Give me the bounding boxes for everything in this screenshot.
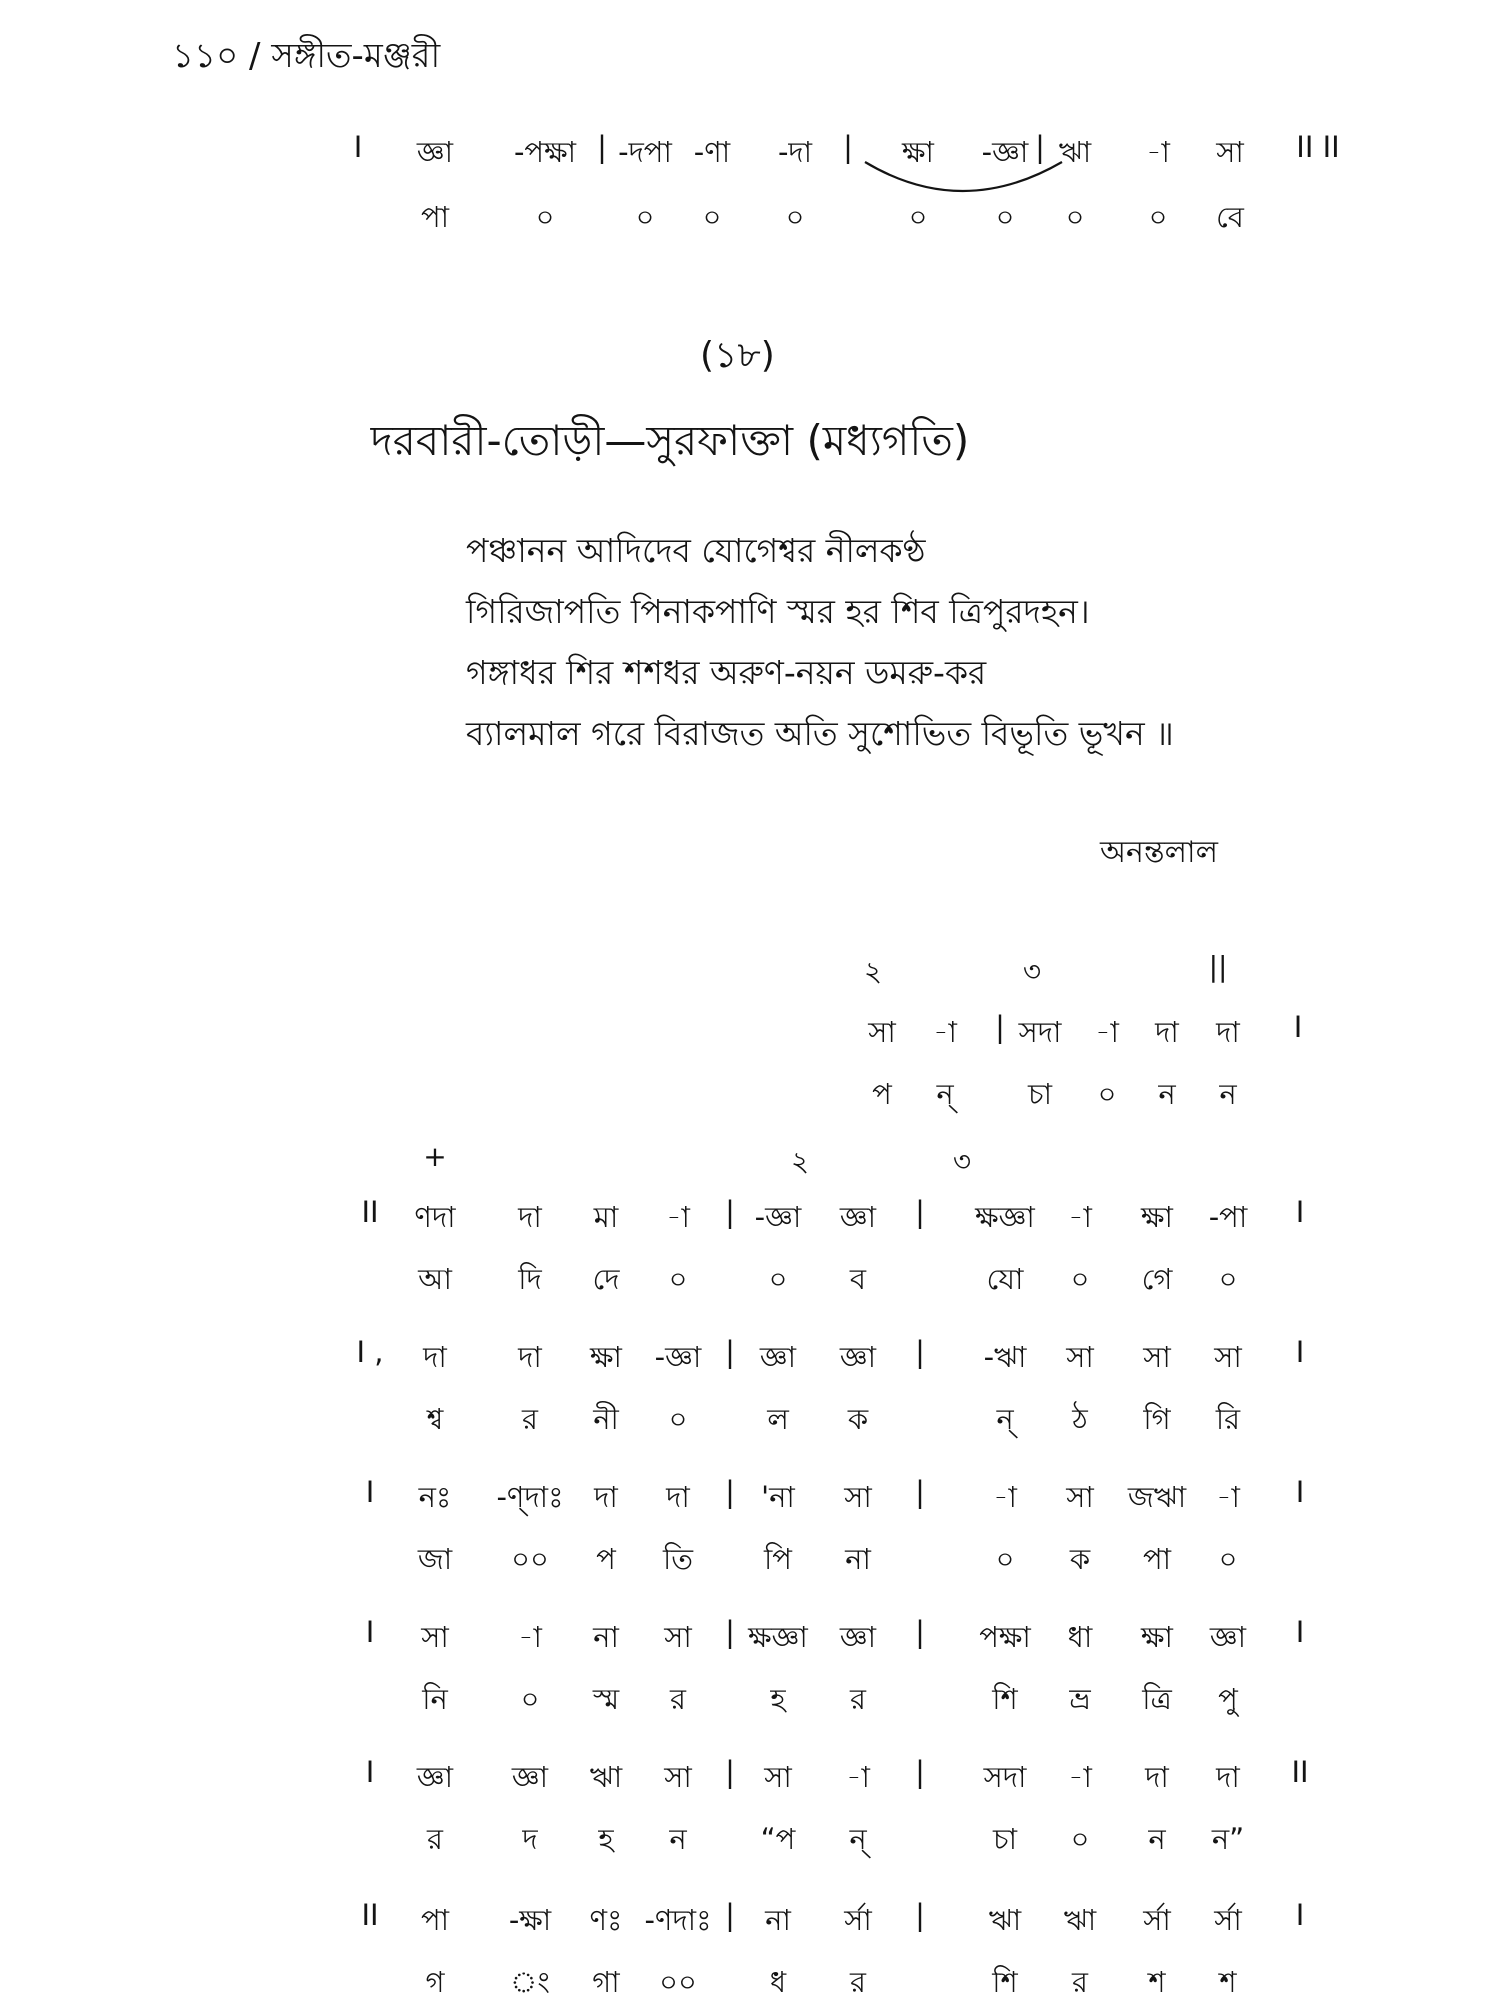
lyric-cell: ন্ bbox=[936, 1077, 954, 1111]
swara-cell: সা bbox=[1066, 1340, 1094, 1374]
slur-mark bbox=[0, 0, 1500, 260]
swara-cell: না bbox=[593, 1620, 619, 1654]
lyrics-line-1: পঞ্চানন আদিদেব যোগেশ্বর নীলকণ্ঠ bbox=[466, 531, 926, 570]
swara-cell: -া bbox=[1068, 1200, 1092, 1234]
swara-cell: ঋা bbox=[589, 1760, 623, 1794]
swara-cell: -ণদাঃ bbox=[644, 1903, 712, 1937]
beat-mark: ২ bbox=[790, 1145, 810, 1178]
prev-lyric-cell: ০ bbox=[535, 200, 555, 234]
swara-cell: | bbox=[725, 1615, 735, 1649]
swara-cell: 'না bbox=[761, 1480, 795, 1514]
lyric-cell: ০ bbox=[1218, 1262, 1238, 1296]
prev-swara-cell: ঋা bbox=[1058, 135, 1092, 169]
prev-swara-cell: -ণা bbox=[693, 135, 731, 169]
prev-lyric-cell: ০ bbox=[785, 200, 805, 234]
page-number: ১১০ bbox=[172, 36, 239, 76]
lyric-cell: শি bbox=[992, 1682, 1018, 1716]
prev-swara-cell: -া bbox=[1146, 135, 1170, 169]
lyric-cell: ০ bbox=[768, 1262, 788, 1296]
lyric-cell: না bbox=[845, 1542, 871, 1576]
prev-lyric-cell: ০ bbox=[995, 200, 1015, 234]
swara-cell: | bbox=[725, 1335, 735, 1369]
swara-cell: ধা bbox=[1067, 1620, 1093, 1654]
lyric-cell: গ bbox=[425, 1965, 445, 1999]
prev-swara-cell: II II bbox=[1296, 130, 1340, 164]
swara-cell: I bbox=[1295, 1615, 1305, 1649]
lyric-cell: ০ bbox=[668, 1262, 688, 1296]
swara-cell: ক্ষা bbox=[590, 1340, 622, 1374]
swara-cell: II bbox=[1291, 1755, 1309, 1789]
lyrics-line-3: গঙ্গাধর শির শশধর অরুণ-নয়ন ডমরু-কর bbox=[466, 653, 987, 692]
lyric-cell: ০ bbox=[1070, 1822, 1090, 1856]
lyric-cell: ভ্র bbox=[1069, 1682, 1091, 1716]
lyric-cell: ০০ bbox=[659, 1965, 697, 1999]
swara-cell: -ণ্দাঃ bbox=[496, 1480, 564, 1514]
swara-cell: | bbox=[915, 1195, 925, 1229]
swara-cell: দা bbox=[594, 1480, 618, 1514]
swara-cell: -া bbox=[518, 1620, 542, 1654]
swara-cell: সা bbox=[664, 1760, 692, 1794]
swara-cell: I bbox=[1295, 1195, 1305, 1229]
swara-cell: I bbox=[1295, 1475, 1305, 1509]
swara-cell: ঋা bbox=[988, 1903, 1022, 1937]
song-number: (১৮) bbox=[700, 335, 775, 376]
prev-lyric-cell: ০ bbox=[1065, 200, 1085, 234]
lyric-cell: ০ bbox=[1070, 1262, 1090, 1296]
prev-lyric-cell: ০ bbox=[702, 200, 722, 234]
prev-swara-cell: I bbox=[353, 130, 363, 164]
swara-cell: I bbox=[365, 1615, 375, 1649]
book-title: সঙ্গীত-মঞ্জরী bbox=[271, 36, 441, 76]
swara-cell: II bbox=[361, 1195, 379, 1229]
swara-cell: না bbox=[765, 1903, 791, 1937]
swara-cell: ক্ষজ্ঞা bbox=[748, 1620, 808, 1654]
swara-cell: -জ্ঞা bbox=[654, 1340, 702, 1374]
swara-cell: জ্ঞা bbox=[759, 1340, 797, 1374]
swara-cell: I bbox=[365, 1475, 375, 1509]
lyric-cell: র bbox=[522, 1402, 538, 1436]
lyric-cell: হ bbox=[770, 1682, 786, 1716]
swara-cell: জ্ঞা bbox=[839, 1340, 877, 1374]
prev-swara-cell: -জ্ঞা bbox=[981, 135, 1029, 169]
lyric-cell: ল bbox=[767, 1402, 789, 1436]
lyric-cell: শি bbox=[992, 1965, 1018, 1999]
swara-cell: পা bbox=[420, 1903, 450, 1937]
lyric-cell: পি bbox=[764, 1542, 792, 1576]
lyrics-line-4: ব্যালমাল গরে বিরাজত অতি সুশোভিত বিভূতি ভূখন ॥ bbox=[466, 714, 1174, 753]
swara-cell: | bbox=[915, 1755, 925, 1789]
swara-cell: দা bbox=[1216, 1015, 1240, 1049]
lyric-cell: ন্ bbox=[996, 1402, 1014, 1436]
prev-swara-cell: | bbox=[597, 130, 607, 164]
lyric-cell: তি bbox=[662, 1542, 694, 1576]
swara-cell: সা bbox=[664, 1620, 692, 1654]
lyric-cell: পা bbox=[1142, 1542, 1172, 1576]
swara-cell: | bbox=[725, 1755, 735, 1789]
swara-cell: জ্ঞা bbox=[416, 1760, 454, 1794]
prev-swara-cell: জ্ঞা bbox=[416, 135, 454, 169]
lyric-cell: র bbox=[1072, 1965, 1088, 1999]
swara-cell: জ্ঞা bbox=[1209, 1620, 1247, 1654]
lyric-cell: গে bbox=[1141, 1262, 1173, 1296]
lyric-cell: ত্রি bbox=[1142, 1682, 1172, 1716]
lyric-cell: ন bbox=[669, 1822, 687, 1856]
beat-mark: ৩ bbox=[952, 1145, 972, 1178]
lyric-cell: র bbox=[427, 1822, 443, 1856]
prev-lyric-cell: পা bbox=[420, 200, 450, 234]
swara-cell: দা bbox=[1216, 1760, 1240, 1794]
lyric-cell: গি bbox=[1143, 1402, 1171, 1436]
swara-cell: ক্ষজ্ঞা bbox=[975, 1200, 1035, 1234]
lyric-cell: ন্ bbox=[849, 1822, 867, 1856]
lyric-cell: ন bbox=[1219, 1077, 1237, 1111]
lyric-cell: ঠ bbox=[1072, 1402, 1088, 1436]
swara-cell: I bbox=[365, 1755, 375, 1789]
swara-cell: র্সা bbox=[844, 1903, 872, 1937]
prev-lyric-cell: ০ bbox=[908, 200, 928, 234]
lyric-cell: ০ bbox=[520, 1682, 540, 1716]
beat-mark: ২ bbox=[863, 955, 883, 988]
prev-lyric-cell: ০ bbox=[1148, 200, 1168, 234]
lyric-cell: চা bbox=[992, 1822, 1018, 1856]
swara-cell: নঃ bbox=[418, 1480, 452, 1514]
lyric-cell: হ bbox=[598, 1822, 614, 1856]
lyric-cell: ন bbox=[1158, 1077, 1176, 1111]
swara-cell: দা bbox=[518, 1340, 542, 1374]
lyrics-line-2: গিরিজাপতি পিনাকপাণি স্মর হর শিব ত্রিপুরদহন। bbox=[466, 592, 1090, 631]
prev-lyric-cell: ০ bbox=[635, 200, 655, 234]
lyric-cell: ধ bbox=[769, 1965, 787, 1999]
lyric-cell: দে bbox=[592, 1262, 620, 1296]
swara-cell: I bbox=[1295, 1898, 1305, 1932]
lyric-cell: গা bbox=[592, 1965, 620, 1999]
swara-cell: -জ্ঞা bbox=[754, 1200, 802, 1234]
lyric-cell: চা bbox=[1027, 1077, 1053, 1111]
lyric-cell: নী bbox=[593, 1402, 619, 1436]
swara-cell: | bbox=[915, 1615, 925, 1649]
lyric-cell: শ bbox=[1219, 1965, 1237, 1999]
swara-cell: ক্ষা bbox=[1141, 1200, 1173, 1234]
lyric-cell: প bbox=[596, 1542, 616, 1576]
swara-cell: | bbox=[725, 1898, 735, 1932]
swara-cell: দা bbox=[518, 1200, 542, 1234]
beat-mark: ৩ bbox=[1022, 955, 1042, 988]
swara-cell: দা bbox=[666, 1480, 690, 1514]
swara-cell: সা bbox=[844, 1480, 872, 1514]
swara-cell: জ্ঞা bbox=[511, 1760, 549, 1794]
prev-swara-cell: | bbox=[1035, 130, 1045, 164]
lyric-cell: স্ম bbox=[592, 1682, 620, 1716]
lyric-cell: শ bbox=[1148, 1965, 1166, 1999]
swara-cell: সা bbox=[1214, 1340, 1242, 1374]
lyric-cell: ং bbox=[510, 1965, 550, 1999]
swara-cell: -া bbox=[933, 1015, 957, 1049]
swara-cell: সা bbox=[421, 1620, 449, 1654]
lyric-cell: যো bbox=[986, 1262, 1024, 1296]
lyric-cell: ক bbox=[847, 1402, 869, 1436]
swara-cell: ঋা bbox=[1063, 1903, 1097, 1937]
lyric-cell: জা bbox=[417, 1542, 453, 1576]
swara-cell: I bbox=[1293, 1010, 1303, 1044]
swara-cell: | bbox=[725, 1475, 735, 1509]
lyric-cell: রি bbox=[1215, 1402, 1241, 1436]
swara-cell: জঋা bbox=[1127, 1480, 1187, 1514]
lyric-cell: ০ bbox=[995, 1542, 1015, 1576]
swara-cell: সা bbox=[764, 1760, 792, 1794]
lyric-cell: ন bbox=[1148, 1822, 1166, 1856]
lyric-cell: শ্ব bbox=[426, 1402, 444, 1436]
lyric-cell: ন” bbox=[1211, 1822, 1245, 1856]
prev-swara-cell: | bbox=[843, 130, 853, 164]
prev-swara-cell: -দপা bbox=[618, 135, 672, 169]
swara-cell: -া bbox=[666, 1200, 690, 1234]
swara-cell: সদা bbox=[1018, 1015, 1062, 1049]
swara-cell: | bbox=[915, 1335, 925, 1369]
swara-cell: -া bbox=[1068, 1760, 1092, 1794]
prev-swara-cell: সা bbox=[1216, 135, 1244, 169]
header-separator: / bbox=[249, 36, 272, 76]
swara-cell: ক্ষা bbox=[1141, 1620, 1173, 1654]
lyric-cell: র bbox=[850, 1965, 866, 1999]
lyric-cell: ব bbox=[849, 1262, 867, 1296]
swara-cell: II bbox=[361, 1898, 379, 1932]
lyric-cell: ০০ bbox=[511, 1542, 549, 1576]
swara-cell: সা bbox=[1143, 1340, 1171, 1374]
lyric-cell: ক bbox=[1069, 1542, 1091, 1576]
swara-cell: -া bbox=[993, 1480, 1017, 1514]
swara-cell: মা bbox=[593, 1200, 619, 1234]
swara-cell: র্সা bbox=[1143, 1903, 1171, 1937]
swara-cell: I , bbox=[356, 1335, 384, 1369]
swara-cell: দা bbox=[1155, 1015, 1179, 1049]
swara-cell: -া bbox=[1216, 1480, 1240, 1514]
swara-cell: | bbox=[995, 1010, 1005, 1044]
swara-cell: | bbox=[915, 1898, 925, 1932]
lyric-cell: ০ bbox=[1218, 1542, 1238, 1576]
lyric-cell: ০ bbox=[668, 1402, 688, 1436]
swara-cell: -া bbox=[846, 1760, 870, 1794]
swara-cell: | bbox=[915, 1475, 925, 1509]
swara-cell: I bbox=[1295, 1335, 1305, 1369]
swara-cell: -ঋা bbox=[983, 1340, 1027, 1374]
composer-name: অনন্তলাল bbox=[1100, 835, 1218, 870]
swara-cell: জ্ঞা bbox=[839, 1620, 877, 1654]
swara-cell: -পা bbox=[1208, 1200, 1248, 1234]
lyric-cell: দি bbox=[518, 1262, 542, 1296]
swara-cell: সা bbox=[868, 1015, 896, 1049]
lyric-cell: “প bbox=[760, 1822, 796, 1856]
prev-swara-cell: ক্ষা bbox=[902, 135, 934, 169]
lyric-cell: র bbox=[850, 1682, 866, 1716]
swara-cell: র্সা bbox=[1214, 1903, 1242, 1937]
lyric-cell: দ bbox=[522, 1822, 538, 1856]
lyric-cell: প bbox=[872, 1077, 892, 1111]
swara-cell: সা bbox=[1066, 1480, 1094, 1514]
lyric-cell: আ bbox=[418, 1262, 452, 1296]
swara-cell: -া bbox=[1095, 1015, 1119, 1049]
song-title: দরবারী-তোড়ী—সুরফাক্তা (মধ্যগতি) bbox=[370, 416, 970, 465]
lyric-cell: নি bbox=[422, 1682, 448, 1716]
swara-cell: ণঃ bbox=[589, 1903, 623, 1937]
lyric-cell: র bbox=[670, 1682, 686, 1716]
swara-cell: জ্ঞা bbox=[839, 1200, 877, 1234]
prev-swara-cell: -পক্ষা bbox=[513, 135, 577, 169]
swara-cell: পক্ষা bbox=[979, 1620, 1031, 1654]
lyric-cell: পু bbox=[1218, 1682, 1238, 1716]
swara-cell: -ক্ষা bbox=[508, 1903, 552, 1937]
swara-cell: | bbox=[725, 1195, 735, 1229]
lyric-cell: ০ bbox=[1097, 1077, 1117, 1111]
beat-mark: || bbox=[1208, 950, 1228, 983]
prev-swara-cell: -দা bbox=[777, 135, 813, 169]
prev-lyric-cell: বে bbox=[1216, 200, 1244, 234]
swara-cell: ণদা bbox=[414, 1200, 456, 1234]
swara-cell: দা bbox=[423, 1340, 447, 1374]
swara-cell: সদা bbox=[983, 1760, 1027, 1794]
swara-cell: দা bbox=[1145, 1760, 1169, 1794]
beat-mark: + bbox=[423, 1140, 447, 1173]
